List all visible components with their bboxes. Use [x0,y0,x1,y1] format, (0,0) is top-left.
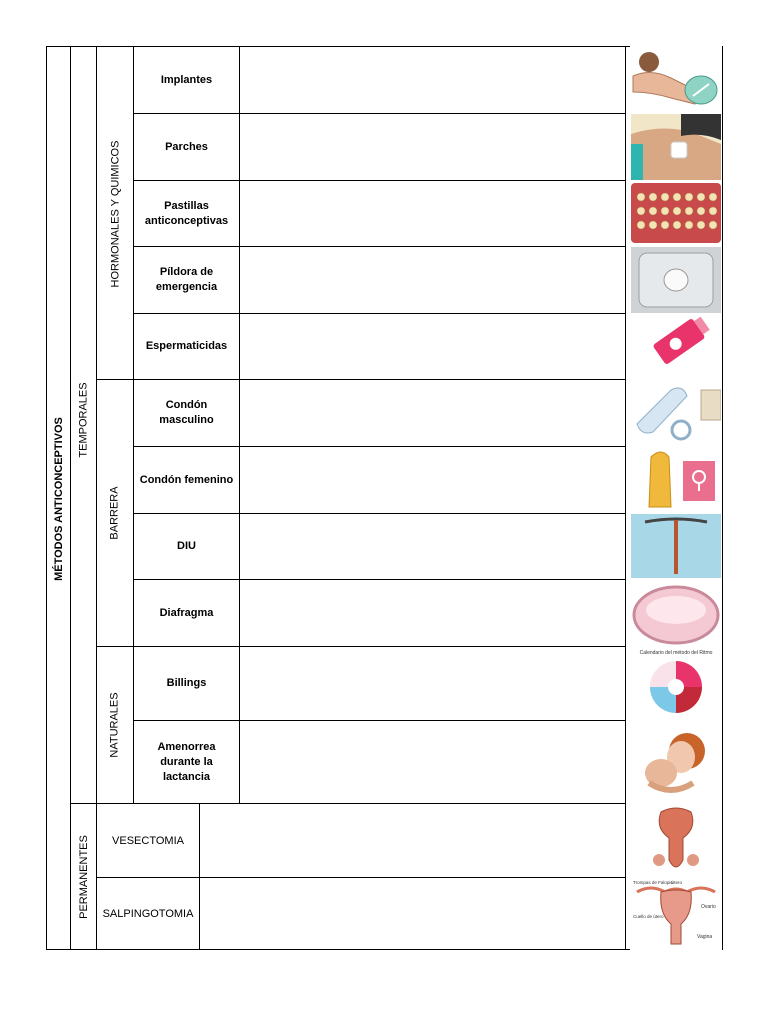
description-cell[interactable] [240,647,625,720]
permanentes-header-text: PERMANENTES [77,835,90,919]
method-label-parches: Parches [165,140,208,153]
description-cell[interactable] [240,447,625,513]
method-label-implantes: Implantes [160,73,213,86]
iud-icon [631,514,721,578]
uterus-diagram-icon [631,878,721,949]
description-cell[interactable] [240,47,625,113]
description-cell[interactable] [240,580,625,646]
patch-icon [631,114,721,180]
method-label-amenorrea: Amenorrea durante la lactancia [157,740,216,783]
description-cell[interactable] [240,380,625,446]
uterus-label: Útero [671,880,683,885]
method-label-condon-masculino: Condón masculino [159,399,214,426]
hormonales-header-text: HORMONALES Y QUIMICOS [109,140,121,287]
breastfeeding-icon [631,721,721,803]
hormonales-header [97,47,133,380]
description-cell[interactable] [200,804,625,877]
main-header [47,47,70,950]
method-label-espermaticidas: Espermaticidas [145,340,228,352]
uterus-label: Ovario [701,904,716,910]
method-label-condon-femenino: Condón femenino [139,473,234,486]
method-label-pildora: Píldora de emergencia [155,266,218,293]
description-cell[interactable] [240,247,625,313]
barrera-header-text: BARRERA [109,486,121,540]
description-cell[interactable] [240,721,625,803]
method-label-diafragma: Diafragma [159,606,214,619]
male-condom-icon [631,380,721,446]
uterus-label: Vagina [697,934,713,940]
method-label-billings: Billings [166,677,207,689]
method-label-diu: DIU [177,540,196,552]
rhythm-chart-title: Calendario del método del Ritmo [639,650,713,656]
description-cell[interactable] [240,114,625,180]
uterus-label: Cuello de útero [633,914,664,919]
temporales-header [71,340,96,500]
diaphragm-icon [631,580,721,646]
implant-arm-icon [631,48,721,112]
description-cell[interactable] [240,181,625,246]
male-reproductive-icon [631,804,721,877]
permanent-label-salpingotomia: SALPINGOTOMIA [102,907,194,920]
barrera-header [97,380,133,646]
temporales-header-text: TEMPORALES [77,382,90,458]
spermicide-tube-icon [631,314,721,378]
permanentes-header [71,804,96,950]
female-condom-icon [631,447,721,513]
naturales-header [97,647,133,803]
method-label-pastillas: Pastillas anticonceptivas [144,199,229,227]
main-header-text: MÉTODOS ANTICONCEPTIVOS [52,416,65,581]
permanent-label-vasectomia: VESECTOMIA [112,834,184,847]
emergency-pill-icon [631,247,721,313]
table-bottom-border [46,949,630,950]
image-right-border [722,46,723,950]
rhythm-chart-icon [631,647,721,719]
uterus-label: Trompas de Falopio [633,880,673,885]
pill-pack-icon [631,181,721,245]
description-cell[interactable] [200,878,625,949]
table-right-border [625,46,626,950]
naturales-header-text: NATURALES [109,692,122,758]
description-cell[interactable] [240,314,625,379]
description-cell[interactable] [240,514,625,579]
